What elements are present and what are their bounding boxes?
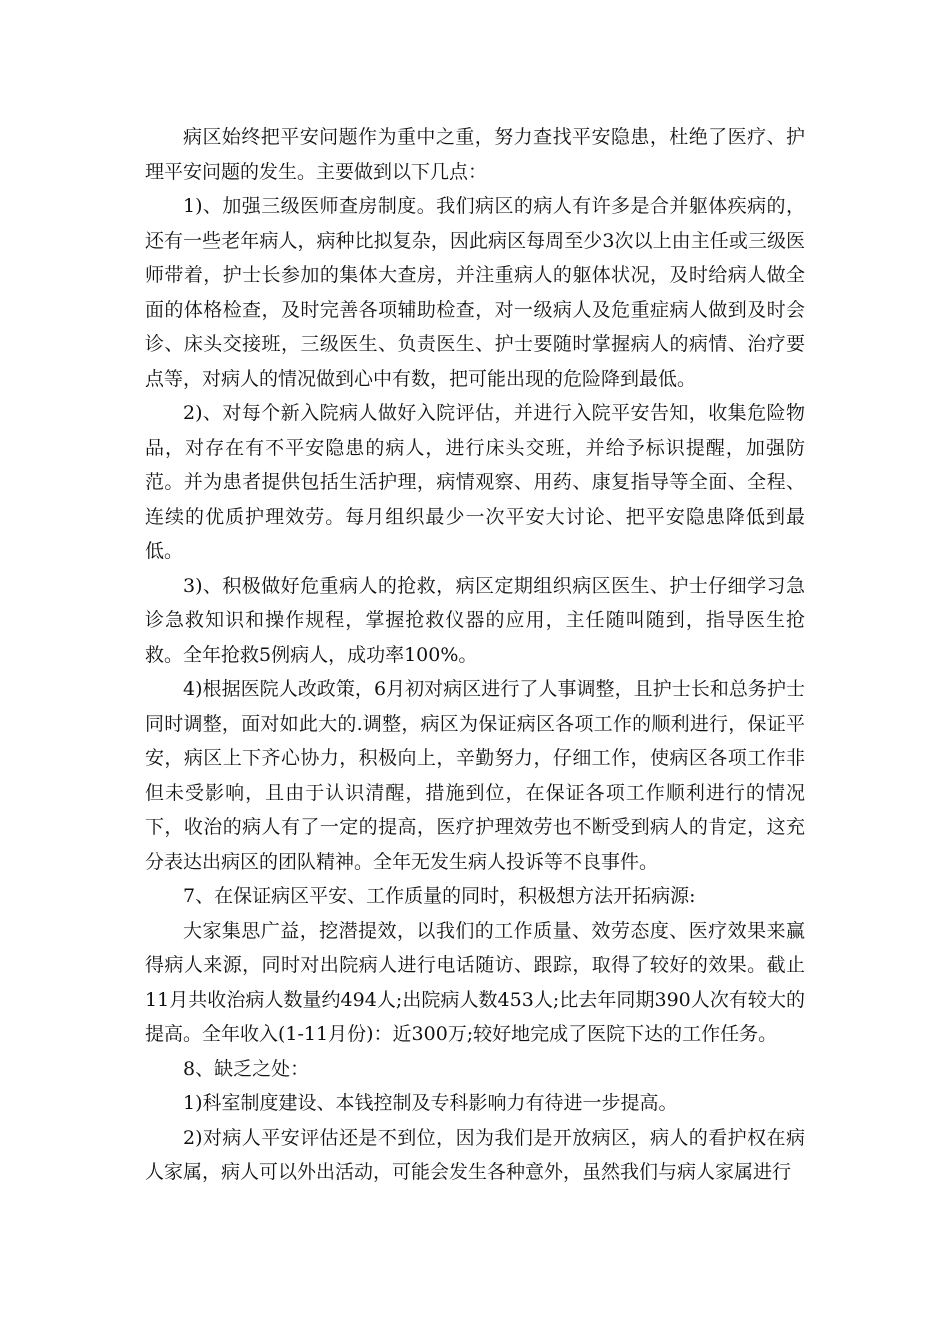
paragraph-patient-source-heading: 7、在保证病区平安、工作质量的同时，积极想方法开拓病源: bbox=[183, 885, 696, 907]
paragraph-emergency-rescue: 3)、积极做好危重病人的抢救，病区定期组织病区医生、护士仔细学习急诊急救知识和操作规程，掌握抢救仪器的应用，主任随叫随到，指导医生抢救。全年抢救5例病人，成功率100%。 bbox=[145, 574, 805, 666]
document-body bbox=[145, 120, 805, 1190]
paragraph-shortcoming-2: 2)对病人平安评估还是不到位，因为我们是开放病区，病人的看护权在病人家属，病人可以外出活动，可能会发生各种意外，虽然我们与病人家属进行 bbox=[145, 1126, 805, 1183]
paragraph-patient-source-results: 大家集思广益，挖潜提效，以我们的工作质量、效劳态度、医疗效果来赢得病人来源，同时对出院病人进行电话随访、跟踪，取得了较好的效果。截止11月共收治病人数量约494人;出院病人数453人;比去年同期390人次有较大的提高。全年收入(1-11月份)：近300万;较好地完成了医院下达的工作任务。 bbox=[145, 919, 805, 1045]
paragraph-ward-rounds: 1)、加强三级医师查房制度。我们病区的病人有许多是合并躯体疾病的，还有一些老年病人，病种比拟复杂，因此病区每周至少3次以上由主任或三级医师带着，护士长参加的集体大查房，并注重病人的躯体状况，及时给病人做全面的体格检查，及时完善各项辅助检查，对一级病人及危重症病人做到及时会诊、床头交接班，三级医生、负责医生、护士要随时掌握病人的病情、治疗要点等，对病人的情况做到心中有数，把可能出现的危险降到最低。 bbox=[145, 195, 805, 390]
paragraph-shortcoming-1: 1)科室制度建设、本钱控制及专科影响力有待进一步提高。 bbox=[183, 1092, 678, 1114]
paragraph-personnel-adjustment: 4)根据医院人改政策，6月初对病区进行了人事调整，且护士长和总务护士同时调整，面对如此大的.调整，病区为保证病区各项工作的顺利进行，保证平安，病区上下齐心协力，积极向上，辛勤努力，仔细工作，使病区各项工作非但未受影响，且由于认识清醒，措施到位，在保证各项工作顺利进行的情况下，收治的病人有了一定的提高，医疗护理效劳也不断受到病人的肯定，这充分表达出病区的团队精神。全年无发生病人投诉等不良事件。 bbox=[145, 678, 805, 873]
paragraph-shortcomings-heading: 8、缺乏之处： bbox=[183, 1057, 310, 1080]
paragraph-safety-intro: 病区始终把平安问题作为重中之重，努力查找平安隐患，杜绝了医疗、护理平安问题的发生。主要做到以下几点： bbox=[145, 126, 805, 183]
paragraph-admission-assessment: 2)、对每个新入院病人做好入院评估，并进行入院平安告知，收集危险物品，对存在有不平安隐患的病人，进行床头交班，并给予标识提醒，加强防范。并为患者提供包括生活护理，病情观察、用药、康复指导等全面、全程、连续的优质护理效劳。每月组织最少一次平安大讨论、把平安隐患降低到最低。 bbox=[145, 402, 805, 562]
